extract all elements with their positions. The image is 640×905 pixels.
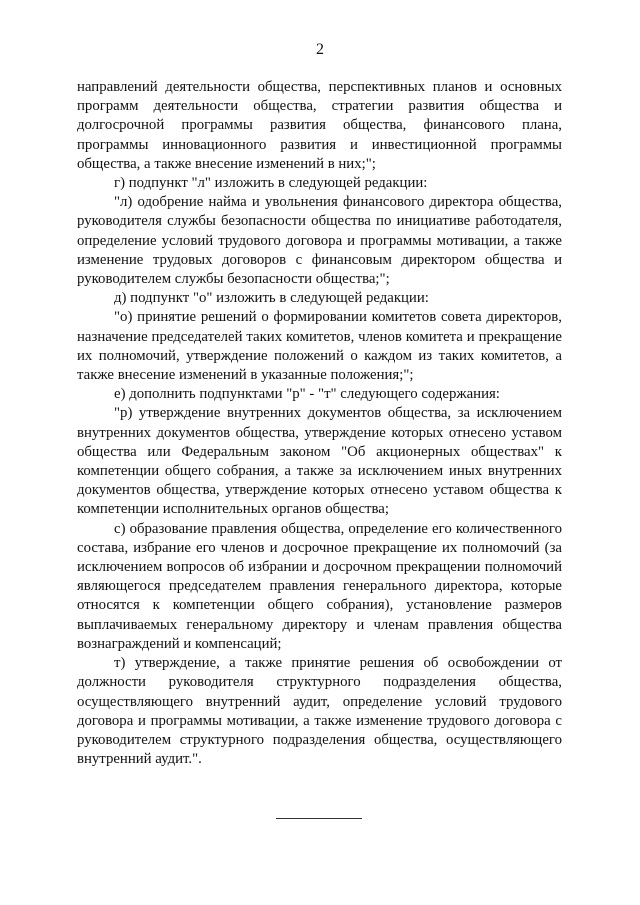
paragraph-1: направлений деятельности общества, перспективных планов и основных программ деятельности общества, стратегии развития общества и долгосрочной программы развития общества, финансового плана, программы инновационного развития и инвестиционной программы общества, а также внесение изменений в них;"; xyxy=(77,79,562,172)
footer-divider xyxy=(276,818,362,819)
paragraph-9: т) утверждение, а также принятие решения об освобождении от должности руководителя структурного подразделения общества, осуществляющего внутренний аудит, определение условий трудового договора и программы мотивации, а также изменение трудового договора с руководителем структурного подразделения общества, осуществляющего внутренний аудит.". xyxy=(77,655,562,768)
paragraph-6: е) дополнить подпунктами "р" - "т" следующего содержания: xyxy=(114,386,500,403)
paragraph-4: д) подпункт "о" изложить в следующей редакции: xyxy=(114,290,429,307)
paragraph-2: г) подпункт "л" изложить в следующей редакции: xyxy=(114,175,428,192)
paragraph-8: с) образование правления общества, определение его количественного состава, избрание его членов и досрочное прекращение их полномочий (за исключением вопросов об избрании и досрочном прекращении полномочий являющегося председателем правления генерального директора, которые относятся к компетенции общего собрания), установление размеров выплачиваемых генеральному директору и членам правления общества вознаграждений и компенсаций; xyxy=(77,520,562,652)
paragraph-7: "р) утверждение внутренних документов общества, за исключением внутренних документов общества, утверждение которых отнесено уставом общества или Федеральным законом "Об акционерных обществах" к компетенции общего собрания, а также за исключением иных внутренних документов общества, утверждение которых отнесено уставом общества к компетенции исполнительных органов общества; xyxy=(77,405,562,518)
paragraph-5: "о) принятие решений о формировании комитетов совета директоров, назначение председателей таких комитетов, членов комитета и прекращение их полномочий, утверждение положений о каждом из таких комитетов, а также внесение изменений в указанные положения;"; xyxy=(77,309,562,384)
page-number: 2 xyxy=(316,41,324,58)
document-body xyxy=(77,78,562,769)
paragraph-3: "л) одобрение найма и увольнения финансового директора общества, руководителя службы безопасности общества по инициативе работодателя, определение условий трудового договора и программы мотивации, а также изменение трудовых договоров с финансовым директором общества и руководителем службы безопасности общества;"; xyxy=(77,194,562,288)
